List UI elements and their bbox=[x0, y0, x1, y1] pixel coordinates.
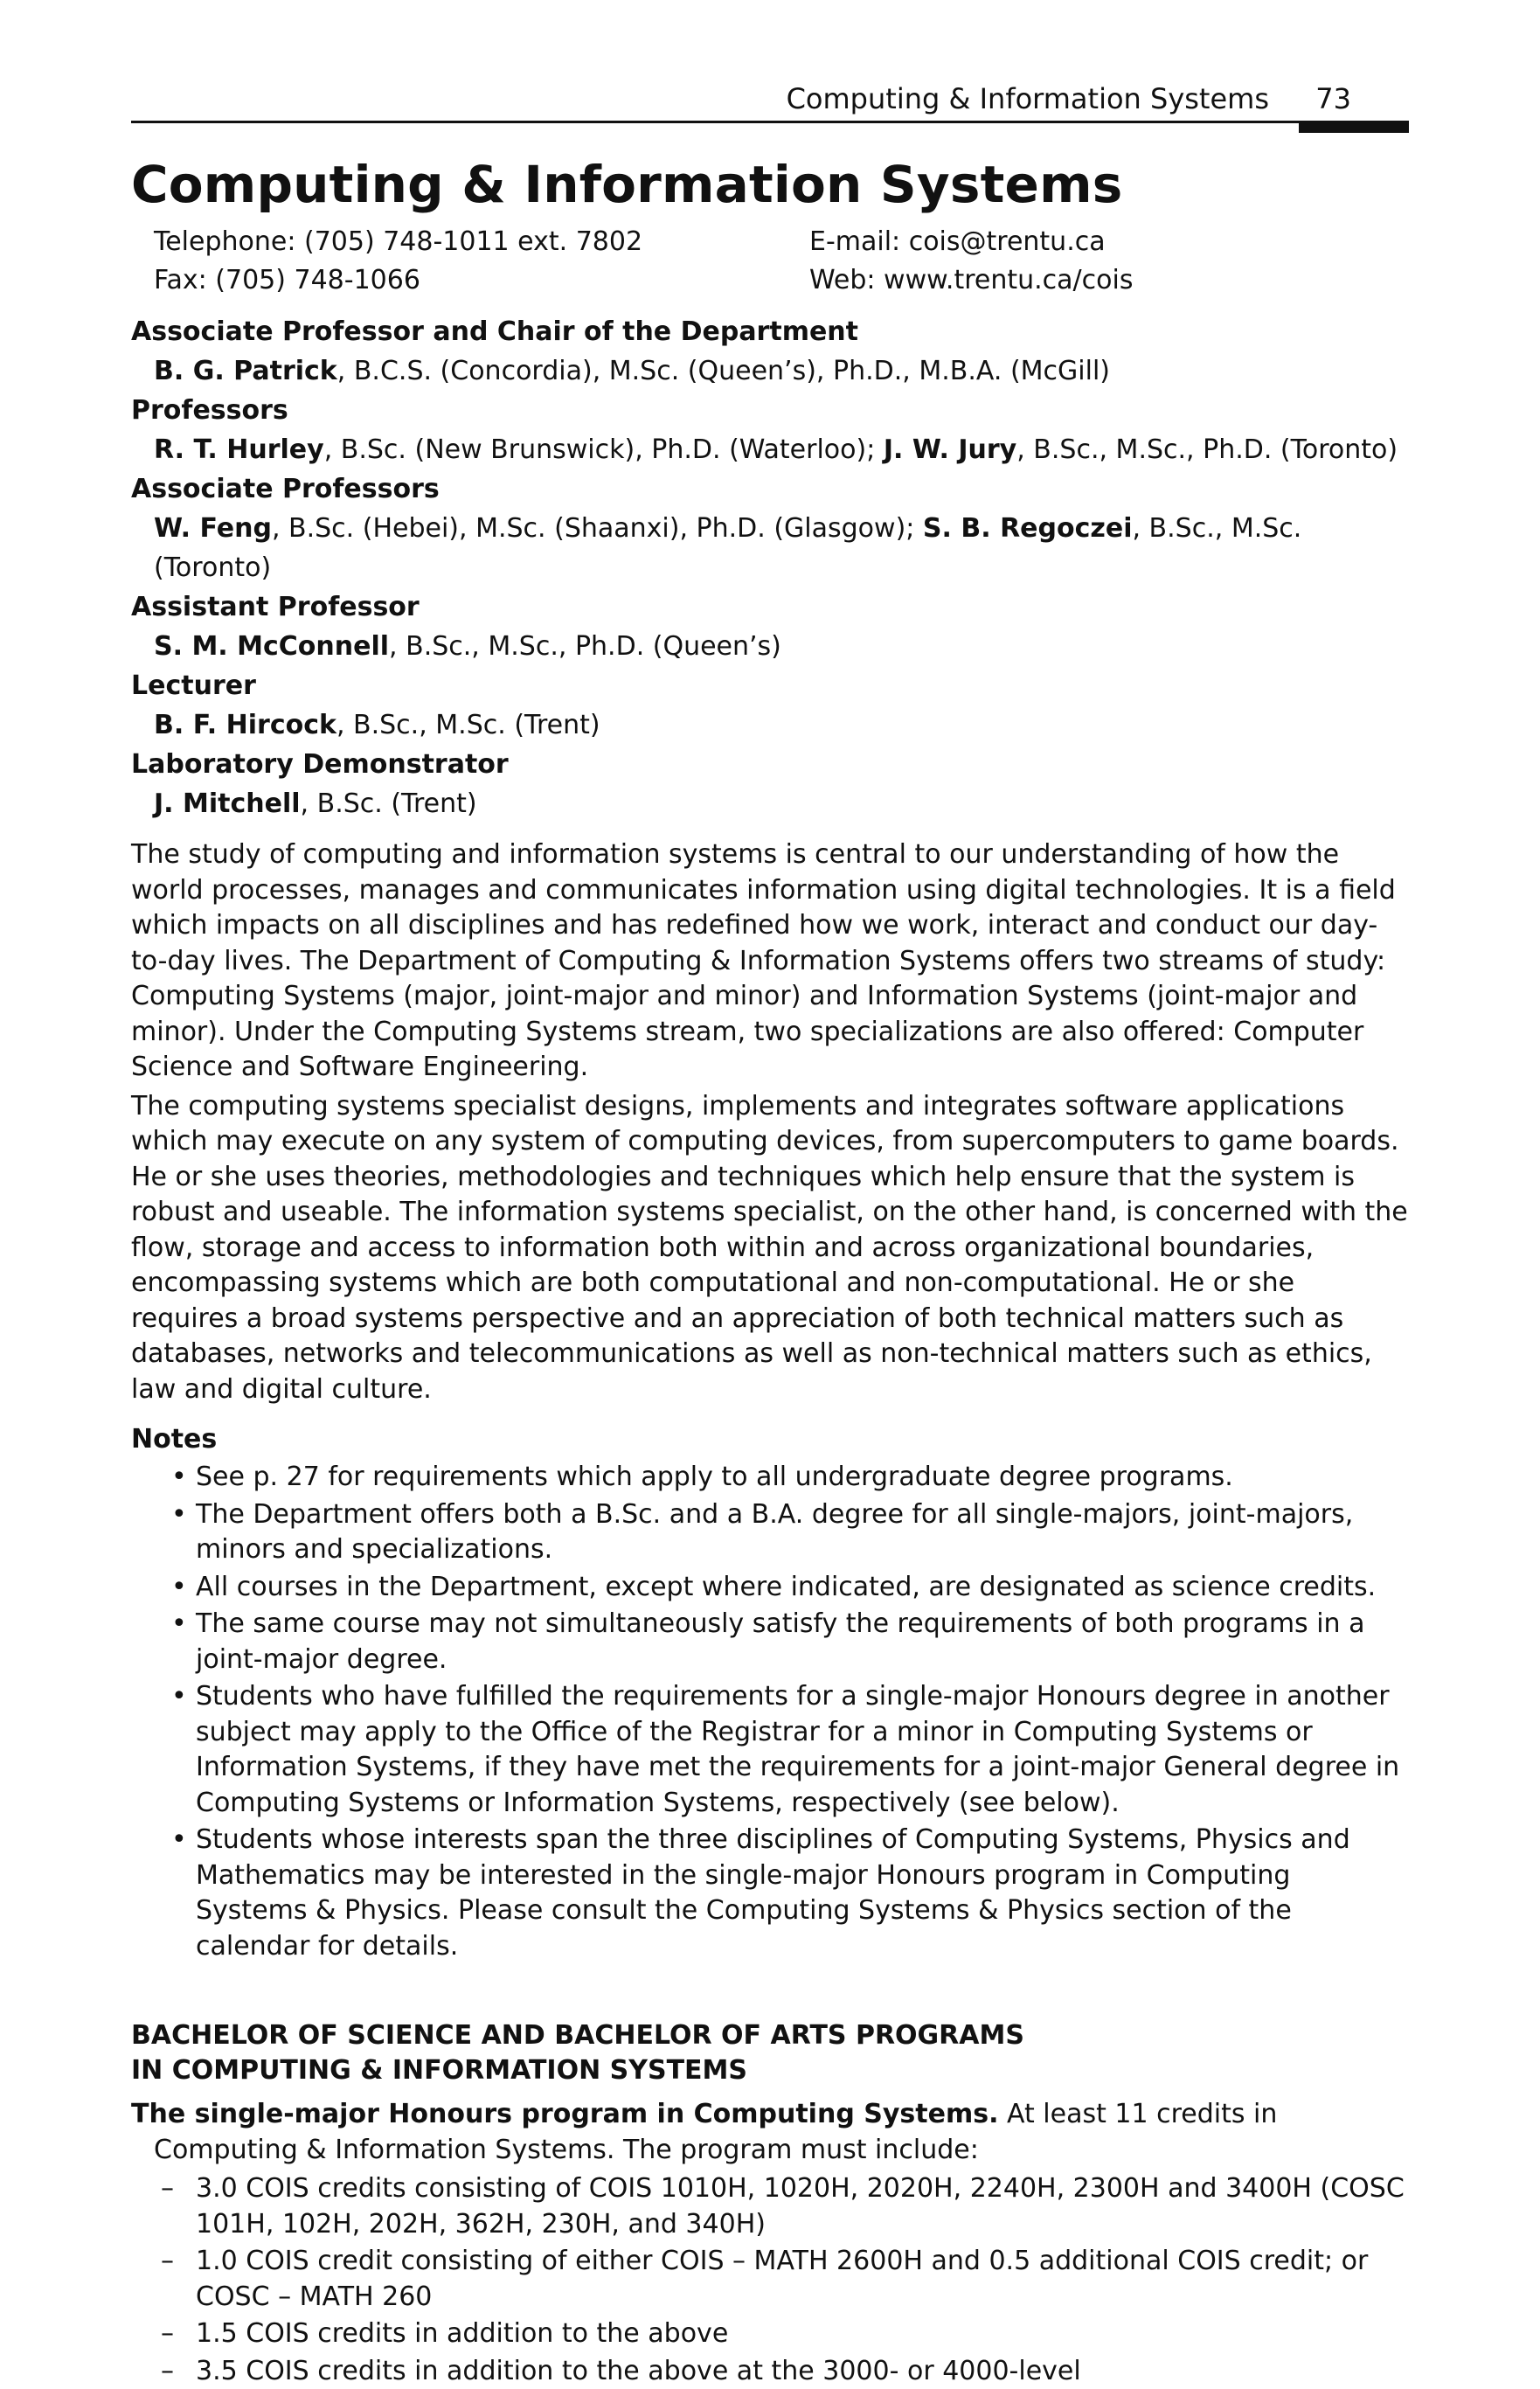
requirement-item bbox=[131, 2354, 1409, 2389]
note-item bbox=[131, 1460, 1409, 1496]
bullet-icon: • bbox=[171, 1823, 187, 1858]
requirement-item bbox=[131, 2171, 1409, 2242]
faculty-member-credentials: , B.Sc. (Hebei), M.Sc. (Shaanxi), Ph.D. (Glasgow); bbox=[272, 513, 923, 544]
bullet-icon: • bbox=[171, 1570, 187, 1606]
faculty-member-name: R. T. Hurley bbox=[154, 434, 324, 465]
dash-icon: – bbox=[161, 2171, 174, 2207]
website: Web: www.trentu.ca/cois bbox=[809, 261, 1409, 300]
programs-heading-line-1: BACHELOR OF SCIENCE AND BACHELOR OF ARTS PROGRAMS bbox=[131, 2018, 1409, 2053]
program-name: The single-major Honours program in Computing Systems. bbox=[131, 2099, 998, 2129]
faculty-rank: Associate Professor and Chair of the Department bbox=[131, 312, 1409, 351]
faculty-rank: Associate Professors bbox=[131, 469, 1409, 509]
faculty-member bbox=[154, 705, 1409, 745]
faculty-rank: Professors bbox=[131, 391, 1409, 430]
program-intro bbox=[131, 2097, 1409, 2168]
faculty-member-credentials: , B.C.S. (Concordia), M.Sc. (Queen’s), Ph.D., M.B.A. (McGill) bbox=[337, 356, 1110, 386]
department-title: Computing & Information Systems bbox=[131, 153, 1409, 216]
notes-heading: Notes bbox=[131, 1421, 1409, 1458]
note-text: See p. 27 for requirements which apply to all undergraduate degree programs. bbox=[196, 1462, 1233, 1492]
faculty-rank: Lecturer bbox=[131, 666, 1409, 705]
faculty-member bbox=[154, 430, 1409, 469]
faculty-member-credentials: , B.Sc., M.Sc., Ph.D. (Queen’s) bbox=[389, 631, 781, 662]
intro-paragraph: The study of computing and information systems is central to our understanding of how the world processes, manages and communicates information using digital technologies. It is a field which impacts on all disciplines and has redefined how we work, interact and conduct our day-to-day lives. The Department of Computing & Information Systems offers two streams of study: Computing Systems (major, joint-major and minor) and Information Systems (joint-major and minor). Under the Computing Systems stream, two specializations are also offered: Computer Science and Software Engineering. bbox=[131, 837, 1409, 1086]
note-item bbox=[131, 1679, 1409, 1821]
faculty-member-credentials: , B.Sc. (New Brunswick), Ph.D. (Waterloo); bbox=[324, 434, 884, 465]
note-text: All courses in the Department, except where indicated, are designated as science credits. bbox=[196, 1572, 1376, 1602]
header-rule bbox=[131, 121, 1409, 123]
running-header-title: Computing & Information Systems bbox=[787, 82, 1269, 115]
note-item bbox=[131, 1497, 1409, 1568]
faculty-member bbox=[154, 627, 1409, 666]
programs-heading-line-2: IN COMPUTING & INFORMATION SYSTEMS bbox=[131, 2053, 1409, 2088]
bullet-icon: • bbox=[171, 1607, 187, 1642]
dash-icon: – bbox=[161, 2354, 174, 2389]
requirement-item bbox=[131, 2316, 1409, 2352]
faculty-member-credentials: , B.Sc., M.Sc. (Trent) bbox=[336, 710, 600, 740]
main-content bbox=[131, 153, 1409, 2389]
note-text: Students who have fulfilled the requirements for a single-major Honours degree in another subject may apply to the Office of the Registrar for a minor in Computing Systems or Information Systems, if they have met the requirements for a joint-major General degree in Computing Systems or Information Systems, respectively (see below). bbox=[196, 1681, 1399, 1818]
faculty-member-name: W. Feng bbox=[154, 513, 272, 544]
faculty-member-name: B. F. Hircock bbox=[154, 710, 336, 740]
faculty-rank: Assistant Professor bbox=[131, 587, 1409, 627]
fax: Fax: (705) 748-1066 bbox=[154, 261, 809, 300]
note-item bbox=[131, 1607, 1409, 1677]
note-text: The same course may not simultaneously satisfy the requirements of both programs in a joint-major degree. bbox=[196, 1608, 1365, 1675]
contact-block bbox=[154, 223, 1409, 300]
note-text: Students whose interests span the three disciplines of Computing Systems, Physics and Mathematics may be interested in the single-major Honours program in Computing Systems & Physics. Please consult the Computing Systems & Physics section of the calendar for details. bbox=[196, 1824, 1350, 1962]
telephone: Telephone: (705) 748-1011 ext. 7802 bbox=[154, 223, 809, 261]
programs-heading bbox=[131, 2018, 1409, 2088]
email: E-mail: cois@trentu.ca bbox=[809, 223, 1409, 261]
faculty-member-name: J. W. Jury bbox=[884, 434, 1016, 465]
dash-icon: – bbox=[161, 2244, 174, 2280]
running-header bbox=[131, 73, 1409, 126]
header-tab-marker bbox=[1299, 121, 1409, 133]
faculty-list bbox=[131, 312, 1409, 823]
requirement-item bbox=[131, 2244, 1409, 2315]
requirement-text: 1.0 COIS credit consisting of either COIS – MATH 2600H and 0.5 additional COIS credit; or COSC – MATH 260 bbox=[196, 2246, 1368, 2312]
note-item bbox=[131, 1823, 1409, 1964]
faculty-member bbox=[154, 509, 1409, 587]
bullet-icon: • bbox=[171, 1679, 187, 1715]
program-intro-text: At least 11 credits in Computing & Information Systems. The program must include: bbox=[154, 2099, 1277, 2165]
faculty-member-credentials: , B.Sc., M.Sc. (Toronto) bbox=[154, 513, 1301, 583]
faculty-member-name: J. Mitchell bbox=[154, 788, 301, 819]
page-number: 73 bbox=[1315, 82, 1351, 115]
faculty-member-name: S. B. Regoczei bbox=[923, 513, 1133, 544]
requirement-text: 3.5 COIS credits in addition to the above at the 3000- or 4000-level bbox=[196, 2356, 1081, 2386]
requirement-text: 1.5 COIS credits in addition to the above bbox=[196, 2318, 728, 2349]
faculty-member-name: S. M. McConnell bbox=[154, 631, 389, 662]
specialist-paragraph: The computing systems specialist designs, implements and integrates software applications which may execute on any system of computing devices, from supercomputers to game boards. He or she uses theories, methodologies and techniques which help ensure that the system is robust and useable. The information systems specialist, on the other hand, is concerned with the flow, storage and access to information both within and across organizational boundaries, encompassing systems which are both computational and non-computational. He or she requires a broad systems perspective and an appreciation of both technical matters such as databases, networks and telecommunications as well as non-technical matters such as ethics, law and digital culture. bbox=[131, 1089, 1409, 1408]
faculty-member bbox=[154, 784, 1409, 823]
requirements-list bbox=[131, 2171, 1409, 2389]
faculty-member-name: B. G. Patrick bbox=[154, 356, 337, 386]
requirement-text: 3.0 COIS credits consisting of COIS 1010H, 1020H, 2020H, 2240H, 2300H and 3400H (COSC 101H, 102H, 202H, 362H, 230H, and 340H) bbox=[196, 2173, 1405, 2240]
faculty-member bbox=[154, 351, 1409, 391]
faculty-rank: Laboratory Demonstrator bbox=[131, 745, 1409, 784]
note-item bbox=[131, 1570, 1409, 1606]
dash-icon: – bbox=[161, 2316, 174, 2352]
faculty-member-credentials: , B.Sc. (Trent) bbox=[301, 788, 477, 819]
bullet-icon: • bbox=[171, 1460, 187, 1496]
note-text: The Department offers both a B.Sc. and a B.A. degree for all single-majors, joint-majors, minors and specializations. bbox=[196, 1499, 1353, 1566]
bullet-icon: • bbox=[171, 1497, 187, 1533]
faculty-member-credentials: , B.Sc., M.Sc., Ph.D. (Toronto) bbox=[1016, 434, 1398, 465]
notes-list bbox=[131, 1460, 1409, 1964]
